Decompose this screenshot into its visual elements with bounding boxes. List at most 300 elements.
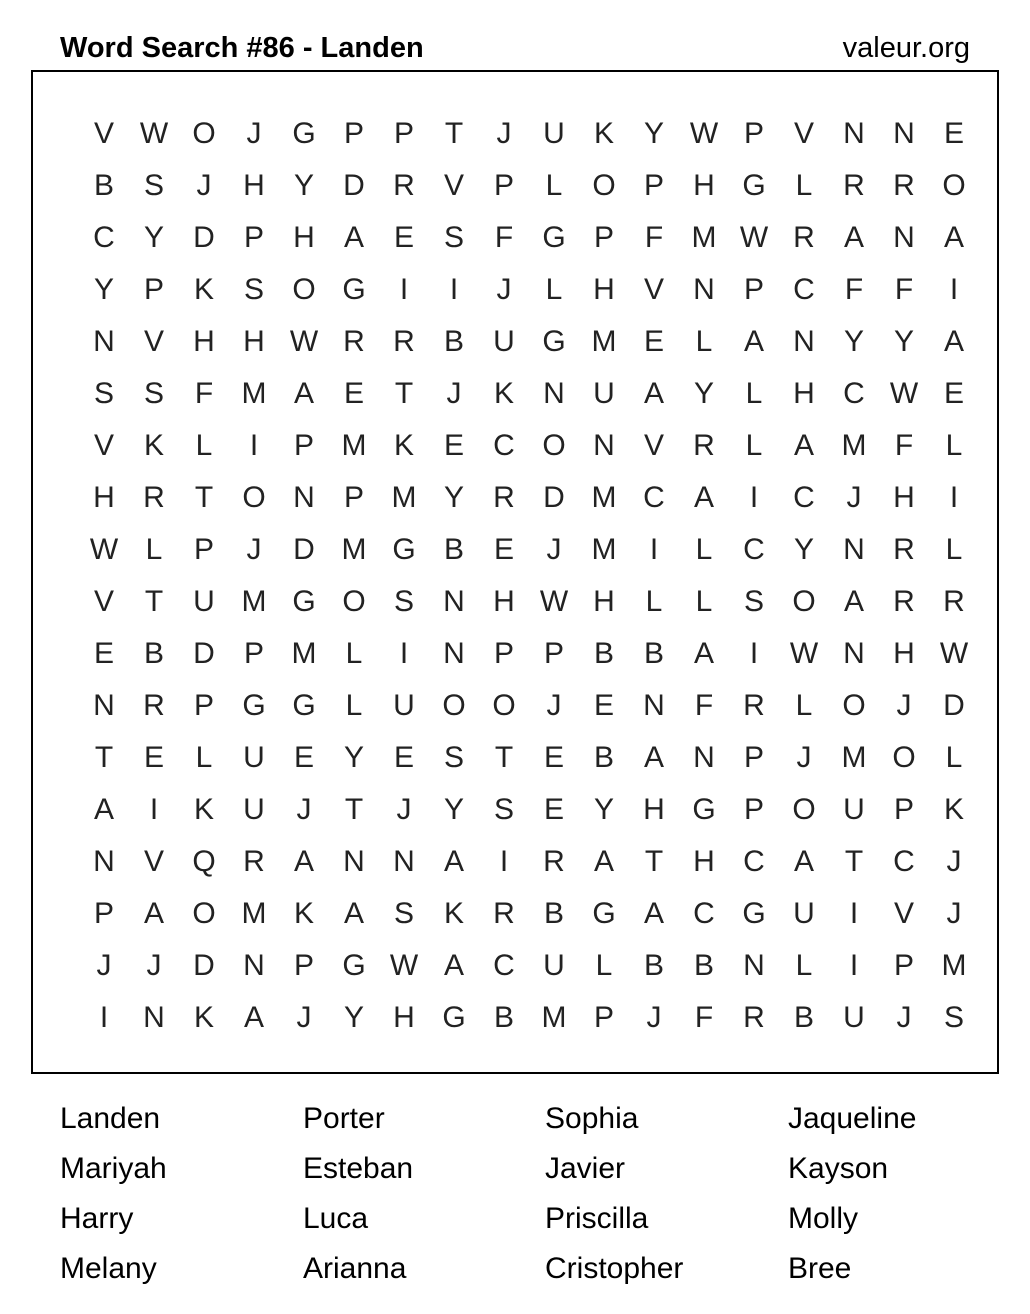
grid-letter: N bbox=[443, 637, 465, 670]
grid-letter: O bbox=[442, 689, 466, 722]
grid-letter: E bbox=[943, 117, 964, 150]
grid-letter: K bbox=[393, 429, 414, 462]
grid-letter: A bbox=[693, 637, 714, 670]
grid-letter: C bbox=[743, 533, 765, 566]
grid-letter: K bbox=[193, 793, 214, 826]
grid-letter: P bbox=[293, 429, 314, 462]
grid-letter: C bbox=[693, 897, 715, 930]
grid-letter: E bbox=[643, 325, 664, 358]
grid-letter: T bbox=[94, 741, 114, 774]
grid-letter: U bbox=[243, 793, 265, 826]
grid-letter: H bbox=[243, 169, 265, 202]
grid-letter: N bbox=[343, 845, 365, 878]
grid-letter: A bbox=[643, 741, 664, 774]
grid-letter: N bbox=[843, 533, 865, 566]
grid-letter: I bbox=[649, 533, 659, 566]
grid-letter: G bbox=[342, 949, 366, 982]
grid-letter: D bbox=[193, 949, 215, 982]
grid-letter: J bbox=[296, 1001, 312, 1034]
grid-letter: R bbox=[493, 481, 515, 514]
grid-letter: N bbox=[243, 949, 265, 982]
grid-letter: B bbox=[793, 1001, 814, 1034]
grid-letter: O bbox=[192, 897, 216, 930]
grid-letter: I bbox=[149, 793, 159, 826]
grid-letter: A bbox=[593, 845, 614, 878]
grid-letter: T bbox=[344, 793, 364, 826]
grid-letter: N bbox=[543, 377, 565, 410]
grid-letter: V bbox=[93, 585, 114, 618]
grid-letter: K bbox=[293, 897, 314, 930]
grid-letter: R bbox=[693, 429, 715, 462]
grid-letter: U bbox=[793, 897, 815, 930]
grid-letter: J bbox=[196, 169, 212, 202]
grid-letter: G bbox=[442, 1001, 466, 1034]
grid-letter: N bbox=[443, 585, 465, 618]
grid-letter: G bbox=[292, 585, 316, 618]
grid-letter: M bbox=[341, 429, 367, 462]
grid-letter: E bbox=[593, 689, 614, 722]
grid-letter: F bbox=[194, 377, 214, 410]
grid-letter: D bbox=[193, 221, 215, 254]
word-list-item: Cristopher bbox=[545, 1252, 684, 1285]
grid-letter: M bbox=[341, 533, 367, 566]
grid-letter: P bbox=[593, 221, 614, 254]
grid-letter: Q bbox=[192, 845, 216, 878]
grid-letter: R bbox=[743, 689, 765, 722]
grid-letter: V bbox=[643, 429, 664, 462]
grid-letter: A bbox=[793, 845, 814, 878]
grid-letter: R bbox=[743, 1001, 765, 1034]
grid-letter: F bbox=[894, 429, 914, 462]
grid-letter: J bbox=[146, 949, 162, 982]
grid-letter: A bbox=[693, 481, 714, 514]
grid-letter: P bbox=[893, 949, 914, 982]
grid-letter: N bbox=[93, 325, 115, 358]
word-list-item: Mariyah bbox=[60, 1152, 167, 1185]
grid-letter: R bbox=[893, 169, 915, 202]
grid-letter: E bbox=[493, 533, 514, 566]
grid-letter: G bbox=[742, 897, 766, 930]
grid-letter: H bbox=[893, 637, 915, 670]
grid-letter: O bbox=[542, 429, 566, 462]
grid-letter: L bbox=[795, 689, 813, 722]
grid-letter: E bbox=[343, 377, 364, 410]
grid-letter: N bbox=[393, 845, 415, 878]
grid-letter: E bbox=[543, 741, 564, 774]
grid-letter: J bbox=[946, 897, 962, 930]
grid-letter: B bbox=[693, 949, 714, 982]
grid-letter: V bbox=[143, 325, 164, 358]
grid-letter: P bbox=[93, 897, 114, 930]
grid-letter: J bbox=[496, 117, 512, 150]
grid-letter: W bbox=[539, 585, 569, 618]
grid-letter: R bbox=[393, 325, 415, 358]
grid-letter: I bbox=[399, 273, 409, 306]
grid-letter: L bbox=[195, 429, 213, 462]
grid-letter: Y bbox=[593, 793, 614, 826]
grid-letter: H bbox=[293, 221, 315, 254]
grid-letter: R bbox=[493, 897, 515, 930]
grid-letter: D bbox=[543, 481, 565, 514]
grid-letter: J bbox=[446, 377, 462, 410]
grid-letter: P bbox=[493, 169, 514, 202]
grid-letter: S bbox=[393, 585, 414, 618]
grid-letter: Y bbox=[443, 793, 464, 826]
grid-letter: U bbox=[843, 793, 865, 826]
grid-letter: H bbox=[493, 585, 515, 618]
grid-letter: A bbox=[443, 949, 464, 982]
grid-letter: S bbox=[93, 377, 114, 410]
grid-letter: T bbox=[144, 585, 164, 618]
word-list-item: Sophia bbox=[545, 1102, 639, 1135]
grid-letter: Y bbox=[93, 273, 114, 306]
word-list-item: Landen bbox=[60, 1102, 161, 1135]
grid-letter: W bbox=[939, 637, 969, 670]
grid-letter: S bbox=[743, 585, 764, 618]
grid-letter: U bbox=[193, 585, 215, 618]
grid-letter: W bbox=[689, 117, 719, 150]
grid-letter: L bbox=[795, 949, 813, 982]
grid-letter: P bbox=[193, 533, 214, 566]
grid-letter: H bbox=[893, 481, 915, 514]
grid-letter: J bbox=[796, 741, 812, 774]
grid-letter: U bbox=[493, 325, 515, 358]
grid-letter: B bbox=[143, 637, 164, 670]
grid-letter: J bbox=[896, 1001, 912, 1034]
grid-letter: P bbox=[893, 793, 914, 826]
grid-letter: E bbox=[143, 741, 164, 774]
grid-letter: C bbox=[893, 845, 915, 878]
grid-letter: T bbox=[644, 845, 664, 878]
grid-letter: M bbox=[941, 949, 967, 982]
grid-letter: H bbox=[593, 273, 615, 306]
grid-letter: O bbox=[942, 169, 966, 202]
grid-letter: L bbox=[195, 741, 213, 774]
grid-letter: B bbox=[593, 741, 614, 774]
grid-letter: P bbox=[743, 273, 764, 306]
grid-letter: A bbox=[793, 429, 814, 462]
grid-letter: N bbox=[843, 637, 865, 670]
grid-letter: G bbox=[542, 221, 566, 254]
grid-letter: R bbox=[143, 481, 165, 514]
grid-letter: A bbox=[343, 897, 364, 930]
grid-letter: A bbox=[93, 793, 114, 826]
grid-letter: S bbox=[943, 1001, 964, 1034]
grid-letter: F bbox=[694, 689, 714, 722]
grid-letter: W bbox=[89, 533, 119, 566]
grid-letter: B bbox=[593, 637, 614, 670]
grid-letter: B bbox=[643, 949, 664, 982]
grid-letter: W bbox=[139, 117, 169, 150]
grid-letter: O bbox=[192, 117, 216, 150]
grid-letter: J bbox=[246, 117, 262, 150]
grid-letter: P bbox=[243, 221, 264, 254]
grid-letter: O bbox=[842, 689, 866, 722]
grid-letter: N bbox=[143, 1001, 165, 1034]
grid-letter: D bbox=[943, 689, 965, 722]
grid-letter: V bbox=[93, 429, 114, 462]
grid-letter: G bbox=[242, 689, 266, 722]
grid-letter: R bbox=[943, 585, 965, 618]
grid-letter: J bbox=[296, 793, 312, 826]
grid-letter: N bbox=[643, 689, 665, 722]
grid-letter: C bbox=[843, 377, 865, 410]
grid-letter: P bbox=[143, 273, 164, 306]
word-list-item: Bree bbox=[788, 1252, 852, 1285]
grid-letter: L bbox=[945, 533, 963, 566]
grid-letter: C bbox=[793, 481, 815, 514]
grid-letter: O bbox=[892, 741, 916, 774]
grid-letter: N bbox=[693, 741, 715, 774]
grid-letter: A bbox=[643, 897, 664, 930]
grid-letter: E bbox=[393, 221, 414, 254]
grid-letter: H bbox=[93, 481, 115, 514]
grid-letter: N bbox=[693, 273, 715, 306]
grid-letter: W bbox=[389, 949, 419, 982]
grid-letter: H bbox=[793, 377, 815, 410]
grid-letter: I bbox=[949, 273, 959, 306]
grid-letter: R bbox=[543, 845, 565, 878]
site-name: valeur.org bbox=[842, 32, 970, 64]
grid-letter: O bbox=[592, 169, 616, 202]
grid-letter: H bbox=[693, 845, 715, 878]
grid-letter: S bbox=[143, 377, 164, 410]
grid-letter: A bbox=[843, 221, 864, 254]
grid-letter: I bbox=[449, 273, 459, 306]
word-list-item: Jaqueline bbox=[788, 1102, 917, 1135]
grid-letter: M bbox=[841, 429, 867, 462]
grid-letter: A bbox=[943, 325, 964, 358]
grid-letter: G bbox=[542, 325, 566, 358]
word-list-item: Luca bbox=[303, 1202, 369, 1235]
grid-letter: M bbox=[241, 585, 267, 618]
grid-letter: B bbox=[93, 169, 114, 202]
grid-letter: P bbox=[543, 637, 564, 670]
grid-letter: P bbox=[243, 637, 264, 670]
grid-letter: G bbox=[292, 117, 316, 150]
grid-letter: L bbox=[795, 169, 813, 202]
grid-letter: B bbox=[493, 1001, 514, 1034]
grid-letter: C bbox=[493, 949, 515, 982]
grid-letter: V bbox=[443, 169, 464, 202]
grid-letter: M bbox=[591, 533, 617, 566]
grid-letter: N bbox=[793, 325, 815, 358]
grid-letter: Y bbox=[343, 741, 364, 774]
grid-letter: Y bbox=[443, 481, 464, 514]
grid-letter: N bbox=[93, 689, 115, 722]
grid-letter: T bbox=[844, 845, 864, 878]
grid-letter: M bbox=[241, 377, 267, 410]
word-list-item: Molly bbox=[788, 1202, 859, 1235]
grid-letter: R bbox=[243, 845, 265, 878]
grid-letter: G bbox=[342, 273, 366, 306]
grid-letter: N bbox=[93, 845, 115, 878]
grid-letter: P bbox=[743, 741, 764, 774]
letter-grid-box bbox=[31, 70, 999, 1074]
grid-letter: M bbox=[841, 741, 867, 774]
grid-letter: M bbox=[391, 481, 417, 514]
grid-letter: G bbox=[692, 793, 716, 826]
grid-letter: P bbox=[293, 949, 314, 982]
grid-letter: L bbox=[645, 585, 663, 618]
grid-letter: S bbox=[443, 221, 464, 254]
grid-letter: Y bbox=[893, 325, 914, 358]
grid-letter: B bbox=[643, 637, 664, 670]
grid-letter: E bbox=[293, 741, 314, 774]
grid-letter: U bbox=[843, 1001, 865, 1034]
grid-letter: A bbox=[643, 377, 664, 410]
grid-letter: K bbox=[193, 273, 214, 306]
grid-letter: D bbox=[193, 637, 215, 670]
grid-letter: C bbox=[743, 845, 765, 878]
grid-letter: E bbox=[943, 377, 964, 410]
grid-letter: S bbox=[143, 169, 164, 202]
grid-letter: D bbox=[293, 533, 315, 566]
grid-letter: Y bbox=[643, 117, 664, 150]
grid-letter: Y bbox=[293, 169, 314, 202]
grid-letter: I bbox=[399, 637, 409, 670]
grid-letter: D bbox=[343, 169, 365, 202]
grid-letter: L bbox=[945, 429, 963, 462]
grid-letter: J bbox=[496, 273, 512, 306]
grid-letter: U bbox=[243, 741, 265, 774]
grid-letter: T bbox=[444, 117, 464, 150]
grid-letter: T bbox=[194, 481, 214, 514]
grid-letter: N bbox=[893, 221, 915, 254]
word-list-item: Priscilla bbox=[545, 1202, 649, 1235]
word-list-item: Harry bbox=[60, 1202, 134, 1235]
grid-letter: N bbox=[843, 117, 865, 150]
grid-letter: N bbox=[743, 949, 765, 982]
word-list-item: Javier bbox=[545, 1152, 626, 1185]
grid-letter: N bbox=[893, 117, 915, 150]
grid-letter: P bbox=[393, 117, 414, 150]
grid-letter: S bbox=[393, 897, 414, 930]
grid-letter: P bbox=[343, 481, 364, 514]
grid-letter: G bbox=[292, 689, 316, 722]
grid-letter: K bbox=[493, 377, 514, 410]
grid-letter: H bbox=[693, 169, 715, 202]
grid-letter: R bbox=[143, 689, 165, 722]
grid-letter: M bbox=[241, 897, 267, 930]
grid-letter: L bbox=[745, 429, 763, 462]
grid-letter: Y bbox=[343, 1001, 364, 1034]
grid-letter: W bbox=[739, 221, 769, 254]
grid-letter: A bbox=[293, 845, 314, 878]
grid-letter: K bbox=[943, 793, 964, 826]
grid-letter: I bbox=[949, 481, 959, 514]
word-list bbox=[60, 1096, 1030, 1306]
grid-letter: R bbox=[893, 533, 915, 566]
grid-letter: L bbox=[695, 585, 713, 618]
grid-letter: F bbox=[894, 273, 914, 306]
grid-letter: K bbox=[443, 897, 464, 930]
grid-letter: E bbox=[443, 429, 464, 462]
grid-letter: F bbox=[844, 273, 864, 306]
grid-letter: I bbox=[849, 897, 859, 930]
grid-letter: P bbox=[593, 1001, 614, 1034]
grid-letter: O bbox=[792, 585, 816, 618]
grid-letter: H bbox=[193, 325, 215, 358]
grid-letter: J bbox=[646, 1001, 662, 1034]
grid-letter: N bbox=[593, 429, 615, 462]
grid-letter: W bbox=[289, 325, 319, 358]
grid-letter: R bbox=[343, 325, 365, 358]
grid-letter: R bbox=[893, 585, 915, 618]
grid-letter: B bbox=[543, 897, 564, 930]
grid-letter: P bbox=[343, 117, 364, 150]
grid-letter: U bbox=[593, 377, 615, 410]
grid-letter: G bbox=[742, 169, 766, 202]
grid-letter: L bbox=[695, 325, 713, 358]
letter-grid bbox=[33, 72, 997, 1072]
grid-letter: L bbox=[945, 741, 963, 774]
grid-letter: W bbox=[889, 377, 919, 410]
grid-letter: O bbox=[292, 273, 316, 306]
grid-letter: L bbox=[595, 949, 613, 982]
grid-letter: F bbox=[494, 221, 514, 254]
grid-letter: I bbox=[749, 637, 759, 670]
grid-letter: J bbox=[846, 481, 862, 514]
grid-letter: L bbox=[145, 533, 163, 566]
grid-letter: A bbox=[943, 221, 964, 254]
grid-letter: E bbox=[393, 741, 414, 774]
grid-letter: B bbox=[443, 533, 464, 566]
grid-letter: J bbox=[546, 533, 562, 566]
grid-letter: H bbox=[593, 585, 615, 618]
grid-letter: O bbox=[492, 689, 516, 722]
grid-letter: A bbox=[343, 221, 364, 254]
grid-letter: V bbox=[643, 273, 664, 306]
grid-letter: F bbox=[644, 221, 664, 254]
grid-letter: A bbox=[743, 325, 764, 358]
grid-letter: E bbox=[543, 793, 564, 826]
grid-letter: J bbox=[246, 533, 262, 566]
grid-letter: R bbox=[393, 169, 415, 202]
grid-letter: O bbox=[792, 793, 816, 826]
grid-letter: Y bbox=[693, 377, 714, 410]
grid-letter: C bbox=[793, 273, 815, 306]
grid-letter: O bbox=[242, 481, 266, 514]
word-list-item: Porter bbox=[303, 1102, 385, 1135]
grid-letter: P bbox=[493, 637, 514, 670]
grid-letter: V bbox=[93, 117, 114, 150]
grid-letter: M bbox=[291, 637, 317, 670]
grid-letter: M bbox=[541, 1001, 567, 1034]
grid-letter: S bbox=[443, 741, 464, 774]
grid-letter: C bbox=[643, 481, 665, 514]
grid-letter: Y bbox=[793, 533, 814, 566]
grid-letter: H bbox=[243, 325, 265, 358]
grid-letter: V bbox=[893, 897, 914, 930]
grid-letter: U bbox=[393, 689, 415, 722]
grid-letter: E bbox=[93, 637, 114, 670]
grid-letter: P bbox=[743, 117, 764, 150]
word-list-item: Melany bbox=[60, 1252, 157, 1285]
grid-letter: J bbox=[396, 793, 412, 826]
grid-letter: V bbox=[793, 117, 814, 150]
grid-letter: L bbox=[345, 637, 363, 670]
grid-letter: U bbox=[543, 949, 565, 982]
grid-letter: R bbox=[793, 221, 815, 254]
grid-letter: L bbox=[345, 689, 363, 722]
grid-letter: L bbox=[695, 533, 713, 566]
puzzle-title: Word Search #86 - Landen bbox=[60, 32, 424, 64]
grid-letter: F bbox=[694, 1001, 714, 1034]
grid-letter: T bbox=[394, 377, 414, 410]
grid-letter: A bbox=[293, 377, 314, 410]
grid-letter: K bbox=[143, 429, 164, 462]
